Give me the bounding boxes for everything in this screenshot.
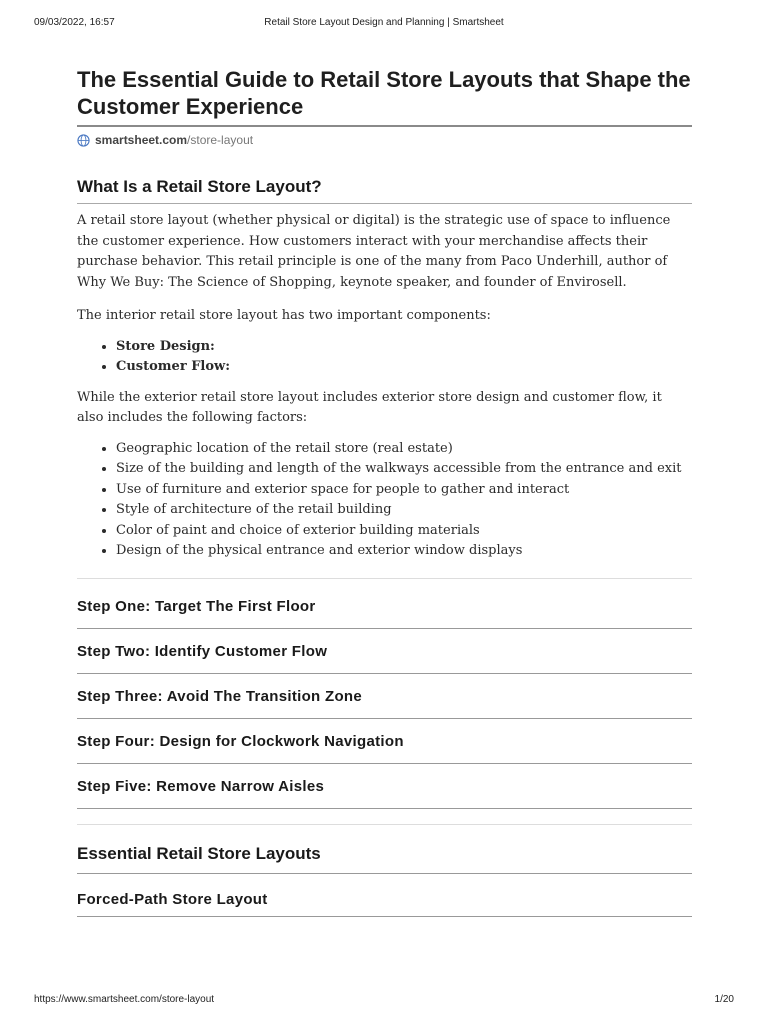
- list-item: • Use of furniture and exterior space for people to gather and interact: [116, 480, 692, 501]
- footer-url: https://www.smartsheet.com/store-layout: [34, 994, 215, 1005]
- source-path[interactable]: /store-layout: [187, 133, 254, 147]
- section-heading-layouts: Essential Retail Store Layouts: [77, 835, 692, 874]
- intro-paragraph: A retail store layout (whether physical or digital) is the strategic use of space to influence the customer experience. How customers interact with your merchandise affects their purchase behavior. This retail principle is one of the many from Paco Underhill, author of Why We Buy: The Science of Shopping, keynote speaker, and founder of Envirosell.: [77, 213, 671, 290]
- list-item: • Store Design:: [116, 337, 692, 358]
- print-doc-title: Retail Store Layout Design and Planning | Smartsheet: [264, 17, 504, 28]
- factors-list: [77, 439, 692, 562]
- step-five-toggle[interactable]: Step Five: Remove Narrow Aisles: [77, 764, 692, 809]
- article: [77, 66, 692, 917]
- steps-accordion: [77, 584, 692, 809]
- source-line[interactable]: [77, 131, 692, 149]
- globe-icon: [77, 134, 90, 147]
- section-heading-what-is: What Is a Retail Store Layout?: [77, 175, 692, 204]
- divider: [77, 578, 692, 579]
- page-number: 1/20: [714, 994, 734, 1005]
- list-item: • Style of architecture of the retail building: [116, 500, 692, 521]
- print-header: [0, 17, 768, 31]
- divider: [77, 824, 692, 825]
- list-item: • Geographic location of the retail store (real estate): [116, 439, 692, 460]
- list-item: • Design of the physical entrance and exterior window displays: [116, 541, 692, 562]
- step-three-toggle[interactable]: Step Three: Avoid The Transition Zone: [77, 674, 692, 719]
- step-two-toggle[interactable]: Step Two: Identify Customer Flow: [77, 629, 692, 674]
- list-item: • Size of the building and length of the walkways accessible from the entrance and exit: [116, 459, 692, 480]
- forced-path-toggle[interactable]: Forced-Path Store Layout: [77, 874, 692, 917]
- step-four-toggle[interactable]: Step Four: Design for Clockwork Navigation: [77, 719, 692, 764]
- components-paragraph: The interior retail store layout has two important components:: [77, 308, 491, 323]
- list-item: • Color of paint and choice of exterior building materials: [116, 521, 692, 542]
- print-footer: [0, 994, 768, 1008]
- print-datetime: 09/03/2022, 16:57: [34, 17, 115, 28]
- list-item: • Customer Flow:: [116, 357, 692, 378]
- step-one-toggle[interactable]: Step One: Target The First Floor: [77, 584, 692, 629]
- page-title: The Essential Guide to Retail Store Layouts that Shape the Customer Experience: [77, 66, 692, 127]
- source-domain[interactable]: smartsheet.com: [95, 133, 188, 147]
- exterior-paragraph: While the exterior retail store layout includes exterior store design and customer flow, it also includes the following factors:: [77, 389, 662, 425]
- components-list: [77, 337, 692, 378]
